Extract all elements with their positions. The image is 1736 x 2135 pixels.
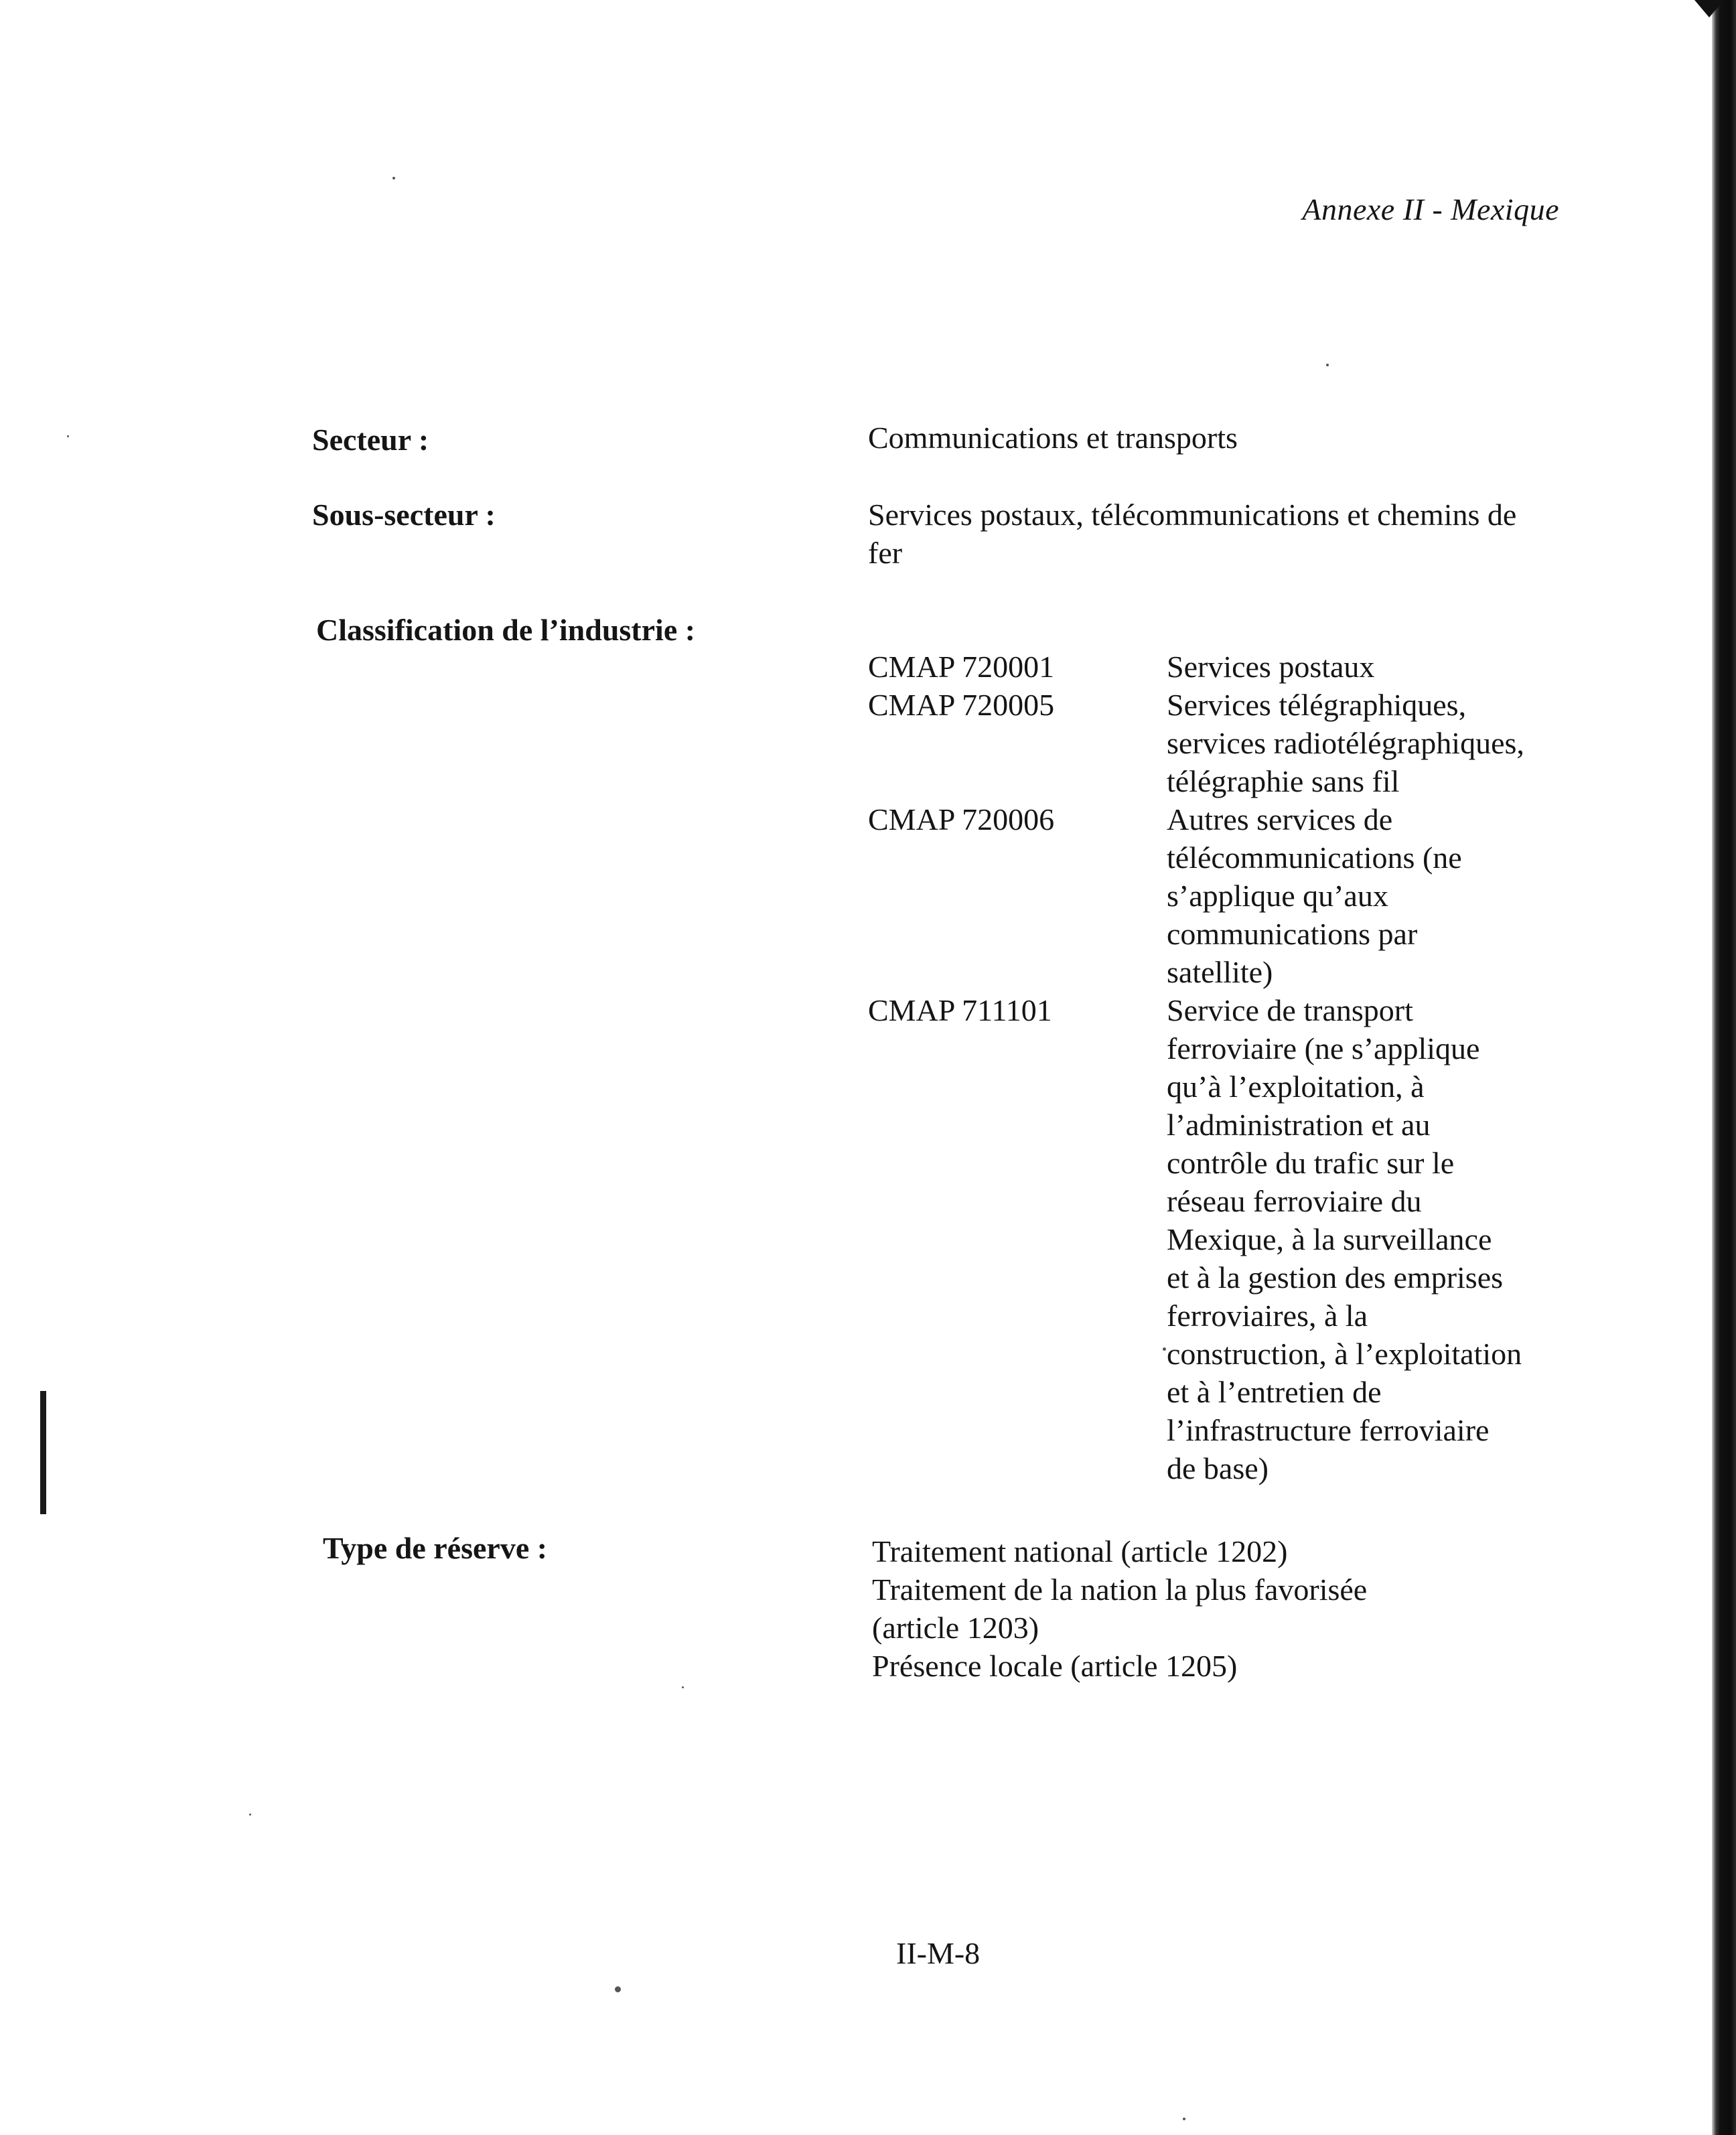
scan-speck [1326, 364, 1329, 366]
reserve-line: (article 1203) [872, 1611, 1039, 1645]
secteur-label: Secteur : [312, 423, 429, 457]
scan-speck [1183, 2118, 1185, 2120]
cmap-code: CMAP 720006 [868, 802, 1055, 836]
scan-binding-marker [1694, 0, 1724, 17]
cmap-description: Services postaux [1167, 650, 1375, 684]
running-header: Annexe II - Mexique [1302, 192, 1559, 226]
scan-speck [682, 1686, 684, 1688]
reserve-line: Présence locale (article 1205) [872, 1649, 1238, 1683]
cmap-code: CMAP 720001 [868, 650, 1055, 684]
classification-label: Classification de l’industrie : [316, 613, 696, 647]
classification-row [868, 686, 1578, 800]
sous-secteur-value: Services postaux, télécommunications et chemins de fer [868, 498, 1517, 570]
classification-row [868, 991, 1578, 1487]
reserve-line: Traitement de la nation la plus favorisée [872, 1572, 1368, 1607]
classification-row [868, 648, 1578, 686]
secteur-value: Communications et transports [868, 421, 1238, 455]
scan-speck [615, 1986, 621, 1992]
cmap-description: Services télégraphiques, services radiotélégraphiques, télégraphie sans fil [1167, 688, 1524, 798]
scan-speck [249, 1814, 251, 1816]
sous-secteur-label: Sous-secteur : [312, 498, 496, 532]
reserve-list [872, 1532, 1542, 1685]
classification-row [868, 800, 1578, 991]
cmap-code: CMAP 720005 [868, 688, 1055, 722]
scan-speck [1163, 1347, 1166, 1351]
cmap-code: CMAP 711101 [868, 993, 1052, 1027]
classification-table [868, 648, 1578, 1487]
cmap-description: Service de transport ferroviaire (ne s’applique qu’à l’exploitation, à l’administration et au contrôle du trafic sur le réseau ferroviaire du Mexique, à la surveillance et à la gestion des emprises ferroviaires, à la construction, à l’exploitation et à l’entretien de l’infrastructure ferroviaire de base) [1167, 993, 1522, 1485]
scan-speck [67, 435, 69, 437]
type-reserve-label: Type de réserve : [323, 1531, 548, 1565]
reserve-line: Traitement national (article 1202) [872, 1534, 1288, 1568]
cmap-description: Autres services de télécommunications (ne s’applique qu’aux communications par satellite) [1167, 802, 1462, 989]
page-number: II-M-8 [896, 1936, 981, 1970]
margin-change-bar [40, 1391, 46, 1514]
scan-binding-edge [1712, 0, 1736, 2135]
scan-speck [392, 177, 395, 179]
